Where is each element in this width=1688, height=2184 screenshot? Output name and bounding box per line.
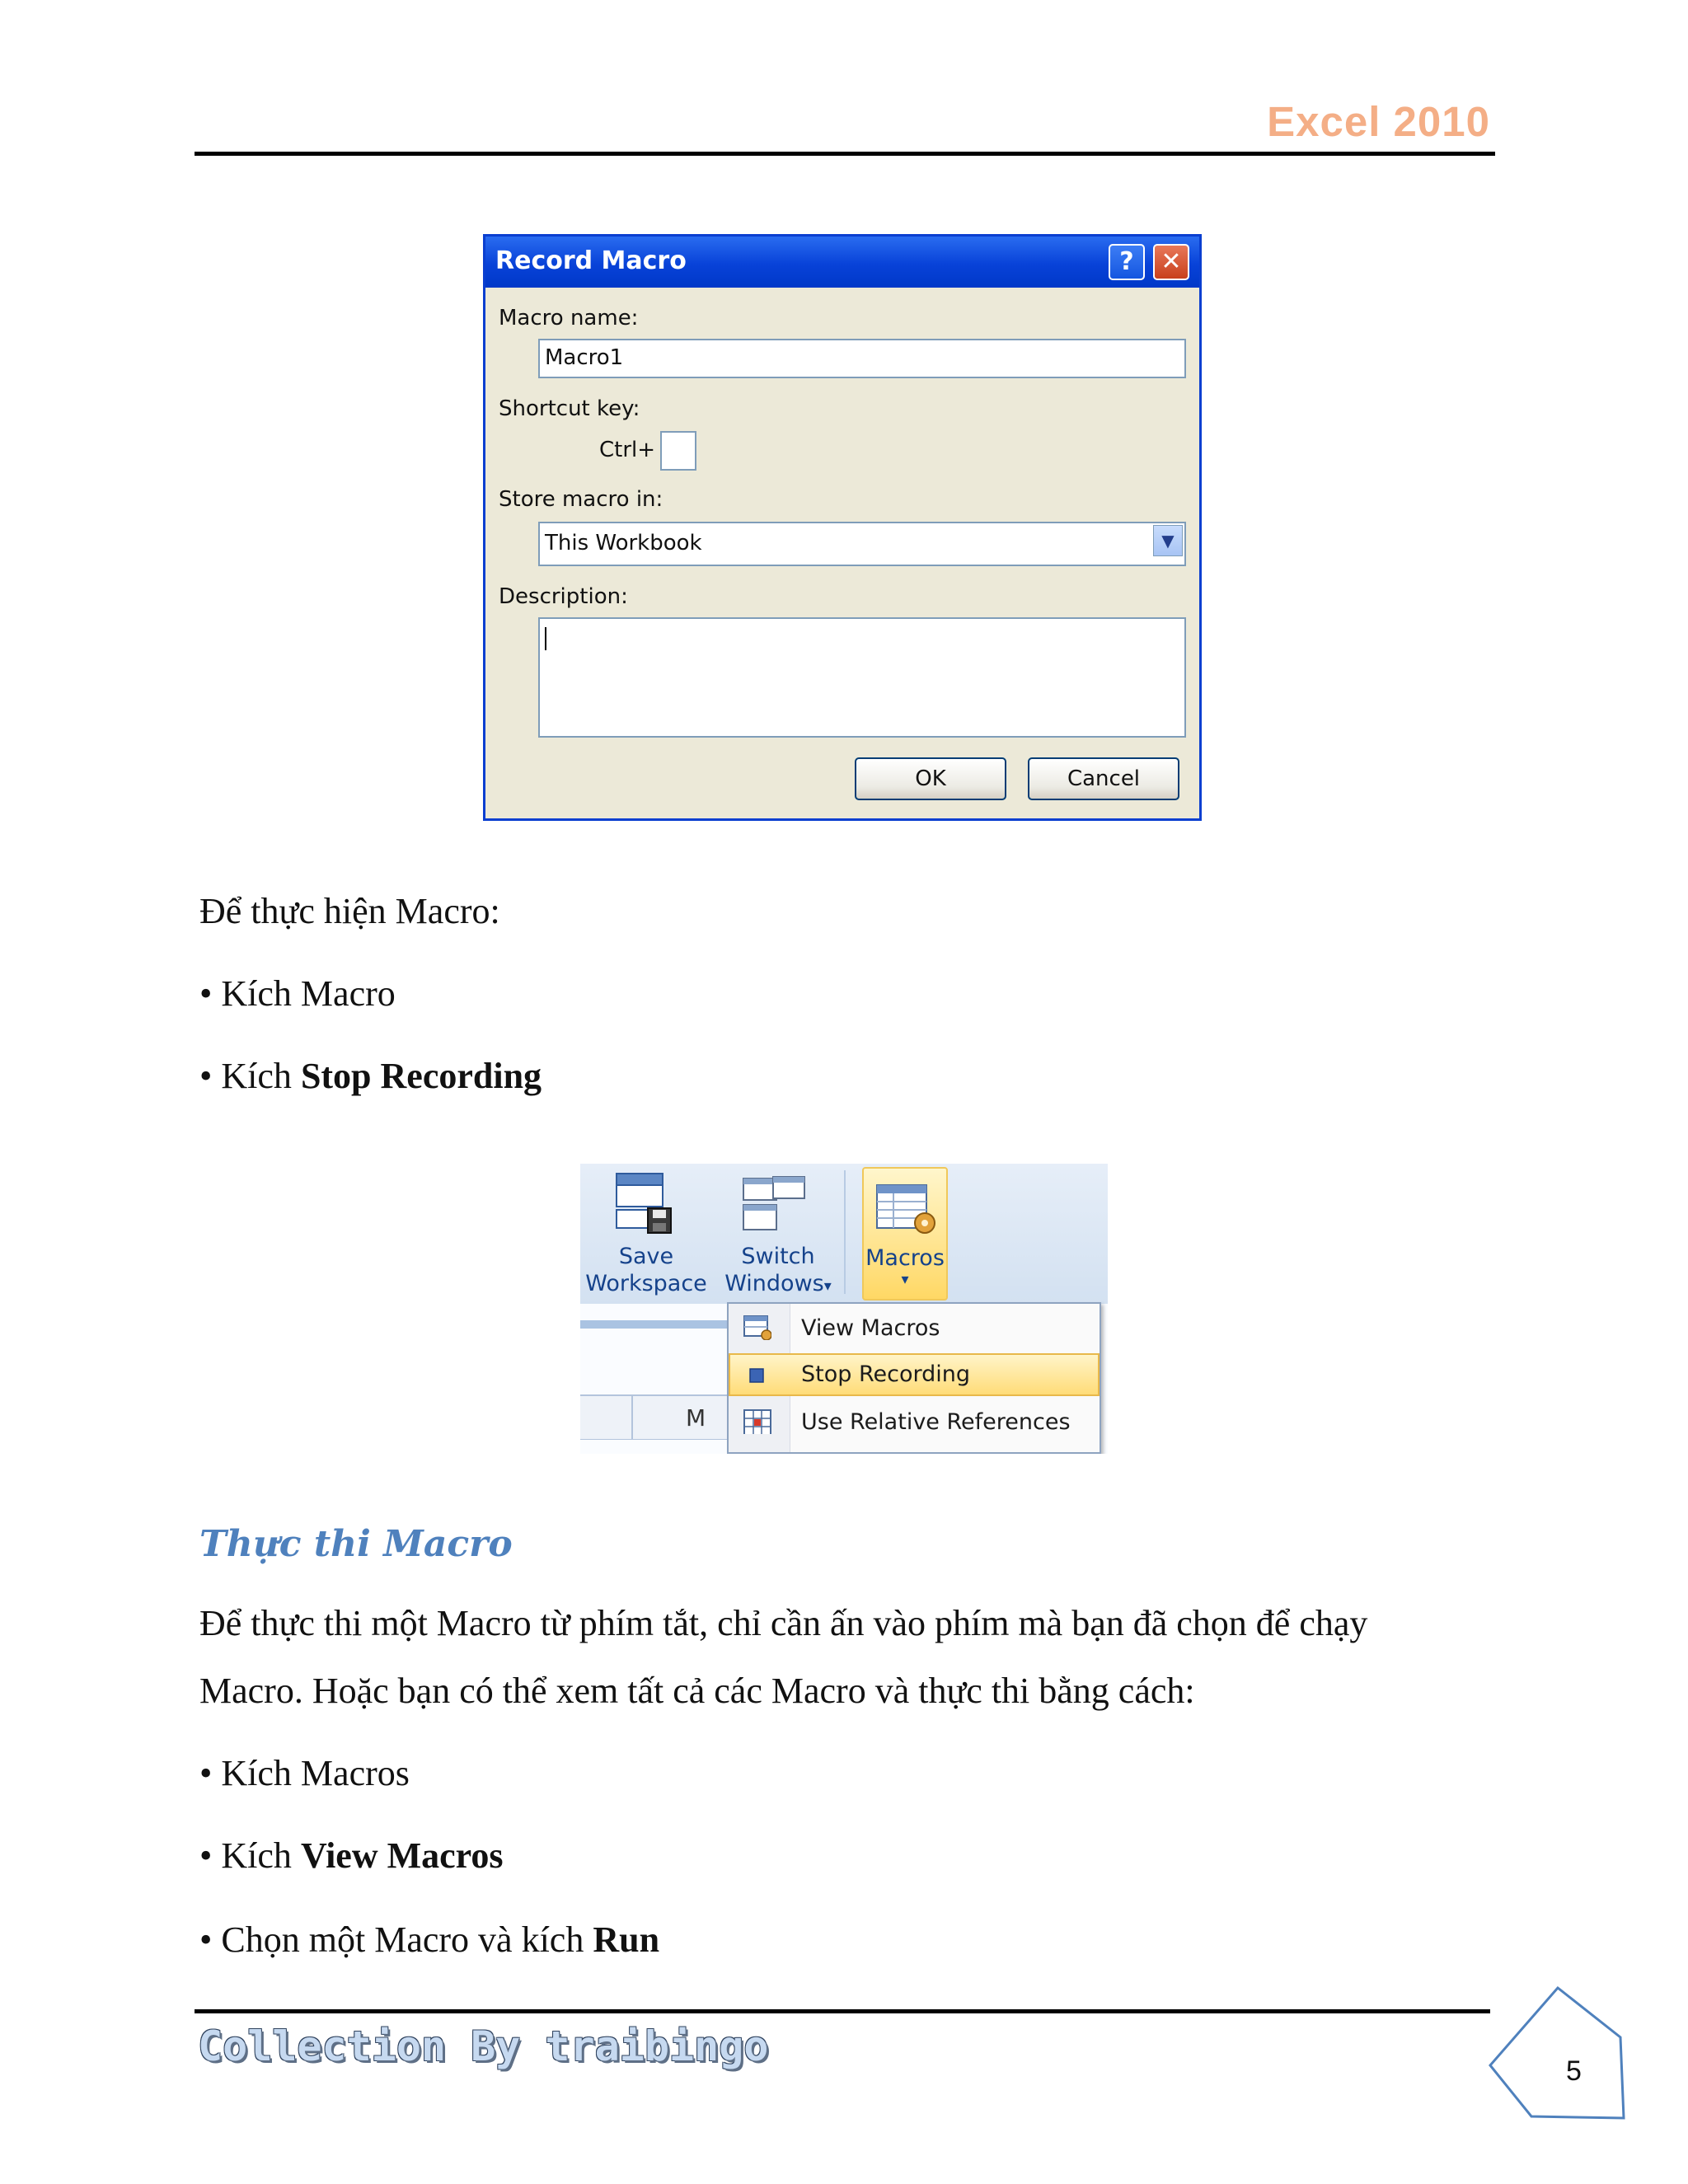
shortcut-key-input[interactable] (660, 431, 696, 471)
macros-icon (875, 1183, 938, 1236)
stop-recording-icon (743, 1363, 771, 1388)
section-paragraph-line-2: Macro. Hoặc bạn có thể xem tất cả các Macro và thực thi bằng cách: (199, 1671, 1195, 1711)
group-separator (844, 1170, 846, 1294)
switch-label: Switch (741, 1244, 815, 1269)
header-rule (195, 152, 1495, 156)
footer-credit: Collection By traibingo (198, 2022, 769, 2070)
macro-name-label: Macro name: (499, 306, 639, 330)
bullet-chon-macro-run (199, 1919, 660, 1960)
bullet-prefix: • Chọn một Macro và kích (199, 1919, 593, 1960)
macros-dropdown-icon: ▾ (901, 1271, 909, 1288)
dialog-titlebar (485, 237, 1199, 288)
bullet-view-macros (199, 1835, 504, 1876)
column-separator (631, 1396, 633, 1439)
bullet-kich-macros: • Kích Macros (199, 1753, 410, 1793)
view-macros-label: View Macros (801, 1315, 940, 1341)
bullet-bold: Stop Recording (300, 1056, 542, 1096)
cancel-button[interactable]: Cancel (1028, 757, 1179, 800)
windows-label: Windows (724, 1271, 824, 1296)
help-button[interactable]: ? (1109, 244, 1145, 280)
page-number: 5 (1566, 2055, 1582, 2087)
chevron-down-icon[interactable]: ▼ (1153, 525, 1183, 556)
bullet-bold: Run (593, 1919, 660, 1960)
dropdown-arrow-icon: ▾ (823, 1277, 832, 1295)
section-paragraph-line-1: Để thực thi một Macro từ phím tắt, chỉ cần ấn vào phím mà bạn đã chọn để chạy (199, 1603, 1368, 1643)
store-macro-value: This Workbook (545, 531, 702, 555)
store-macro-label: Store macro in: (499, 487, 663, 512)
description-textarea[interactable] (538, 617, 1186, 738)
save-label: Save (618, 1244, 674, 1269)
macros-dropdown-menu (727, 1302, 1101, 1454)
bullet-stop-recording (199, 1058, 542, 1094)
description-label: Description: (499, 584, 628, 609)
workspace-label: Workspace (585, 1271, 707, 1296)
macros-label: Macros (865, 1245, 945, 1271)
menu-item-view-macros[interactable] (729, 1307, 1100, 1350)
document-header-title: Excel 2010 (1267, 98, 1490, 145)
column-header-m[interactable]: M (686, 1404, 706, 1432)
section-heading: Thực thi Macro (199, 1523, 513, 1565)
store-macro-select[interactable] (538, 522, 1186, 566)
intro-line: Để thực hiện Macro: (199, 891, 500, 931)
bullet-bold: View Macros (300, 1835, 504, 1876)
menu-item-use-relative-references[interactable] (729, 1401, 1100, 1444)
switch-windows-button[interactable] (712, 1243, 844, 1300)
macros-button[interactable] (862, 1167, 948, 1301)
save-workspace-icon[interactable] (615, 1172, 676, 1240)
column-headers (580, 1394, 737, 1440)
dialog-title: Record Macro (495, 246, 687, 275)
record-macro-dialog (483, 234, 1202, 821)
menu-item-stop-recording[interactable] (729, 1353, 1100, 1396)
ctrl-label: Ctrl+ (599, 438, 656, 462)
footer-rule (195, 2009, 1490, 2013)
bullet-prefix: • Kích (199, 1835, 301, 1876)
macro-name-input[interactable]: Macro1 (538, 339, 1186, 378)
bullet-prefix: • Kích (199, 1056, 301, 1096)
formula-band (580, 1320, 730, 1329)
use-relative-references-label: Use Relative References (801, 1409, 1071, 1435)
ok-button[interactable]: OK (855, 757, 1006, 800)
shortcut-key-label: Shortcut key: (499, 396, 640, 421)
windows-label-row (712, 1270, 844, 1300)
page-badge-icon (1489, 1985, 1627, 2123)
view-macros-icon (743, 1315, 771, 1340)
close-button[interactable]: ✕ (1153, 244, 1189, 280)
switch-windows-icon[interactable] (742, 1175, 808, 1233)
stop-recording-label: Stop Recording (801, 1361, 971, 1387)
text-caret (545, 627, 546, 650)
save-workspace-button[interactable] (580, 1243, 712, 1297)
bullet-kich-macro: • Kích Macro (199, 973, 396, 1014)
relative-references-icon (743, 1409, 771, 1434)
ribbon-screenshot (580, 1164, 1108, 1454)
